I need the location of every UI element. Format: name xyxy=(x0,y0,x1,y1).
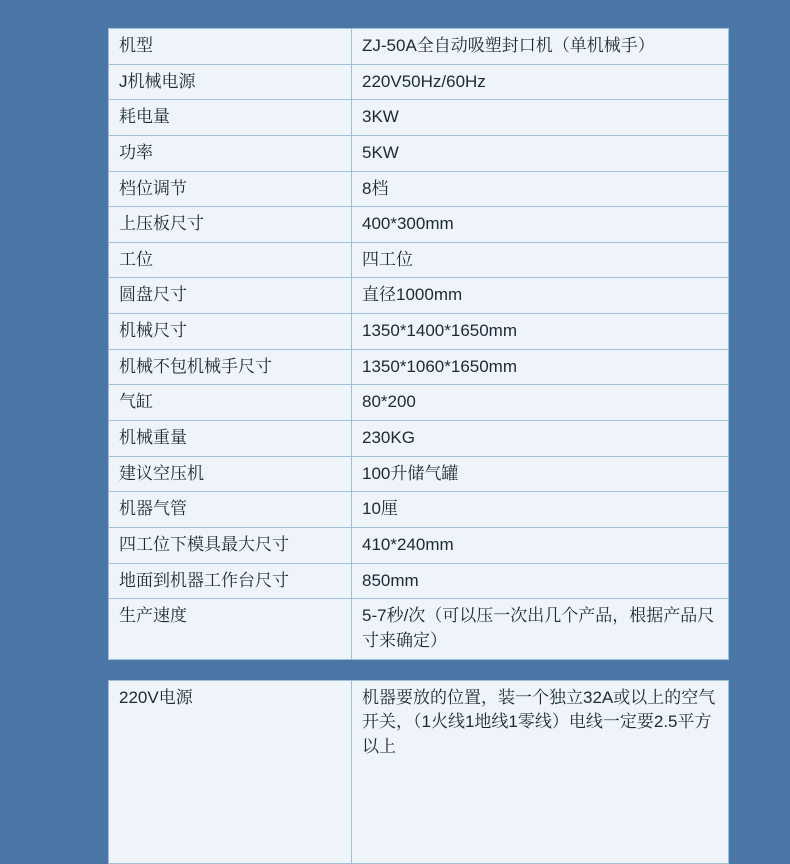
spec-value-cell xyxy=(352,29,729,65)
power-value-text: 机器要放的位置，装一个独立32A或以上的空气开关，（1火线1地线1零线）电线一定要2.5平方以上 xyxy=(362,687,716,756)
spec-value-text: 850mm xyxy=(362,570,419,590)
spec-value-cell xyxy=(352,599,729,659)
spec-value-cell xyxy=(352,207,729,243)
table-row xyxy=(109,492,729,528)
spec-value-text: 410*240mm xyxy=(362,534,454,554)
table-row xyxy=(109,314,729,350)
table-row xyxy=(109,349,729,385)
spec-value-cell xyxy=(352,100,729,136)
table-row xyxy=(109,171,729,207)
spec-key-text: 耗电量 xyxy=(119,107,170,127)
spec-key-cell xyxy=(109,527,352,563)
table-row xyxy=(109,135,729,171)
spec-key-cell xyxy=(109,385,352,421)
spec-value-cell xyxy=(352,349,729,385)
spec-key-text: 建议空压机 xyxy=(119,463,204,483)
power-requirement-table-body xyxy=(109,680,729,863)
spec-value-text: 400*300mm xyxy=(362,214,454,234)
spec-key-text: 生产速度 xyxy=(119,606,187,626)
spec-value-text: 5-7秒/次（可以压一次出几个产品，根据产品尺寸来确定） xyxy=(362,606,715,650)
power-key-text: 220V电源 xyxy=(119,687,193,707)
spec-key-cell xyxy=(109,421,352,457)
spec-value-cell xyxy=(352,135,729,171)
table-row xyxy=(109,563,729,599)
spec-key-text: 功率 xyxy=(119,142,153,162)
spec-key-text: 上压板尺寸 xyxy=(119,214,204,234)
spec-key-cell xyxy=(109,314,352,350)
spec-value-cell xyxy=(352,563,729,599)
spec-value-cell xyxy=(352,242,729,278)
spec-value-text: 四工位 xyxy=(362,249,413,269)
table-row xyxy=(109,421,729,457)
spec-value-cell xyxy=(352,278,729,314)
table-row xyxy=(109,456,729,492)
spec-value-text: 220V50Hz/60Hz xyxy=(362,71,486,91)
spec-key-text: 档位调节 xyxy=(119,178,187,198)
spec-key-text: 工位 xyxy=(119,249,153,269)
spec-key-cell xyxy=(109,64,352,100)
table-row xyxy=(109,278,729,314)
table-row xyxy=(109,527,729,563)
spec-key-text: 机械不包机械手尺寸 xyxy=(119,356,272,376)
spec-key-text: 地面到机器工作台尺寸 xyxy=(119,570,289,590)
spec-value-cell xyxy=(352,492,729,528)
power-key-cell xyxy=(109,680,352,863)
spec-key-text: 机械尺寸 xyxy=(119,321,187,341)
power-value-cell xyxy=(352,680,729,863)
table-row xyxy=(109,242,729,278)
spec-value-text: 230KG xyxy=(362,428,415,448)
spec-key-text: 气缸 xyxy=(119,392,153,412)
spec-key-cell xyxy=(109,242,352,278)
spec-value-cell xyxy=(352,456,729,492)
table-row xyxy=(109,385,729,421)
spec-value-cell xyxy=(352,385,729,421)
table-row xyxy=(109,64,729,100)
spec-key-text: 机械重量 xyxy=(119,428,187,448)
spec-value-cell xyxy=(352,171,729,207)
spec-value-text: 直径1000mm xyxy=(362,285,463,305)
spec-value-text: 8档 xyxy=(362,178,389,198)
spec-value-text: 1350*1400*1650mm xyxy=(362,321,518,341)
spec-key-cell xyxy=(109,171,352,207)
spec-value-cell xyxy=(352,527,729,563)
table-row xyxy=(109,100,729,136)
spec-key-text: 机型 xyxy=(119,36,153,55)
spec-key-text: 机器气管 xyxy=(119,499,187,519)
spec-value-cell xyxy=(352,64,729,100)
spec-value-text: ZJ-50A全自动吸塑封口机（单机械手） xyxy=(362,36,655,55)
table-row xyxy=(109,680,729,863)
spec-value-text: 10厘 xyxy=(362,499,398,519)
spec-key-cell xyxy=(109,278,352,314)
table-row xyxy=(109,29,729,65)
spec-key-text: 圆盘尺寸 xyxy=(119,285,187,305)
spec-value-text: 80*200 xyxy=(362,392,416,412)
spec-value-text: 1350*1060*1650mm xyxy=(362,356,518,376)
spec-value-text: 3KW xyxy=(362,107,399,127)
table-row xyxy=(109,599,729,659)
spec-key-cell xyxy=(109,349,352,385)
spec-key-cell xyxy=(109,492,352,528)
spec-key-cell xyxy=(109,563,352,599)
spec-value-cell xyxy=(352,314,729,350)
power-requirement-table xyxy=(108,680,729,864)
spec-key-cell xyxy=(109,207,352,243)
spec-key-cell xyxy=(109,100,352,136)
spec-value-cell xyxy=(352,421,729,457)
spec-key-cell xyxy=(109,456,352,492)
specification-table xyxy=(108,28,729,660)
spec-key-cell xyxy=(109,599,352,659)
table-row xyxy=(109,207,729,243)
spec-key-text: 四工位下模具最大尺寸 xyxy=(119,534,289,554)
spec-key-text: J机械电源 xyxy=(119,71,196,91)
spec-key-cell xyxy=(109,29,352,65)
spec-value-text: 100升储气罐 xyxy=(362,463,459,483)
spec-value-text: 5KW xyxy=(362,142,399,162)
specification-table-body xyxy=(109,29,729,660)
spec-key-cell xyxy=(109,135,352,171)
